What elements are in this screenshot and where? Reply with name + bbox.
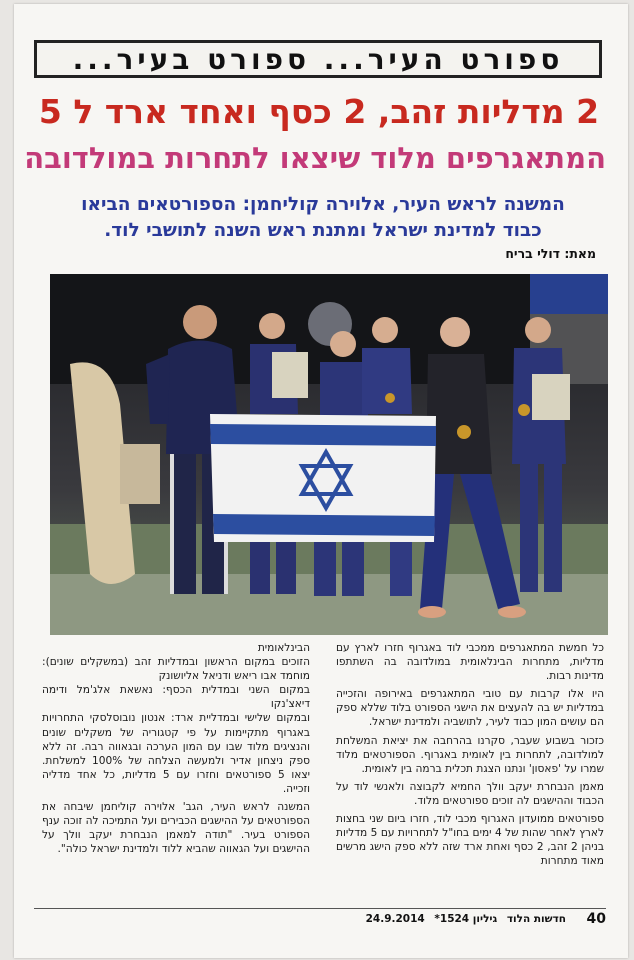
issue-number: גיליון 1524*	[434, 913, 498, 925]
team-photo	[50, 274, 608, 635]
subheadline-line-1: המשנה לראש העיר, אלוירה קוליחמן: הספורטאים הביאו	[81, 194, 565, 215]
issue-date: 24.9.2014	[365, 913, 425, 925]
article-paragraph: ספורטאים ממועדון האגרוף מכבי לוד, חזרו ביום שני בחצות לארץ לאחר שהות של 4 ימים בחו"ל לתחרויות עם 5 מדליות בניהן 2 זהב, 2 כסף ואחת ארד שזה ללא ספק הישג מרשים מאוד מתחרות	[336, 813, 604, 868]
publication-name: חדשות הלוד	[506, 913, 566, 925]
article-body	[42, 641, 604, 907]
article-paragraph: הבינלאומית	[257, 642, 310, 654]
israeli-flag	[210, 414, 436, 542]
article-paragraph: כל חמשת המתאגרפים ממכבי לוד באגרוף חזרו לארץ עם מדליות, מתחרות הבינלאומית במולדובה בה השתתפו מדינות רבות.	[336, 642, 604, 683]
subheadline-line-2: כבוד למדינת ישראל ומתנת ראש השנה לתושבי לוד.	[104, 220, 542, 241]
article-paragraph: ובמקום שלישי ובמדליית ארד: אנטון נובוסלסקי התחרויות באגרוף מתקיימות על פי קטגוריה של משקלים שונים והנציגים מלוד שבו עם המון הערכה ובגאווה רבה. זה ללא ספק ניצחון אדיר ולמעשה הצלחה של 100% למשלחת. יצאו 5 ספורטאים וחזרו עם 5 מדליות, כל אחד מדליה וזכייה.	[42, 712, 310, 795]
page-number: 40	[586, 911, 606, 927]
article-paragraph: מאמן הנבחרת יעקב וולך החמיא לקבוצה ולאנשי לוד על הכבוד וההישגים לה זוכים ספורטאים מלוד.	[336, 780, 604, 807]
article-paragraph: המשנה לראש העיר, הגב' אלוירה קוליחמן שיבחה את הספורטאים על ההישגים הכבירים ועל התמיכה לה זוכה ענף הספורט בעיר. "תודה למאמן הנבחרת יעקב וולך על ההישגים ועל הגאווה שהביא ללוד ולמדינת ישראל כולה".	[42, 801, 310, 856]
article-paragraph: במקום השני ובמדלית הכסף: נאשאת אלג'מל ודימה דיאצ'נקו	[42, 684, 310, 711]
byline: מאת: דולי בריח	[505, 246, 596, 261]
article-paragraph: כזכור בשבוע שעבר, סקרנו בהרחבה את יציאת המשלחת למולדובה, לתחרות בין לאומית באגרוף. הספורטאים מלוד שמרו על 'פאסון' ונתנו הצגת תכלית ברמה בין לאומית.	[336, 734, 604, 775]
issue-info	[360, 913, 566, 925]
headline-line-1: 2 מדליות זהב, 2 כסף ואחד ארד ל 5	[38, 92, 600, 131]
team-photo-illustration	[50, 274, 608, 635]
article-column-right	[336, 641, 604, 907]
page-footer	[34, 908, 606, 929]
article-column-left	[42, 641, 310, 907]
section-masthead: ספורט העיר... ספורט בעיר...	[34, 40, 602, 78]
headline-line-2: המתאגרפים מלוד שיצאו לתחרות במולדובה	[24, 141, 606, 175]
article-paragraph: היו אלו קרבות עם טובי המתאגרפים באירופה והזכייה במדליות יש בה להעצים את הישגי הספורט בלוד שללא ספק הם עושים המון כבוד לעיר, לתושביה ולמדינת ישראל.	[336, 688, 604, 729]
article-paragraph: הזוכים במקום הראשון ובמדליות זהב (במשקלים שונים): מוחמד אבו ריאש ודניאל אליושונק	[42, 656, 310, 683]
